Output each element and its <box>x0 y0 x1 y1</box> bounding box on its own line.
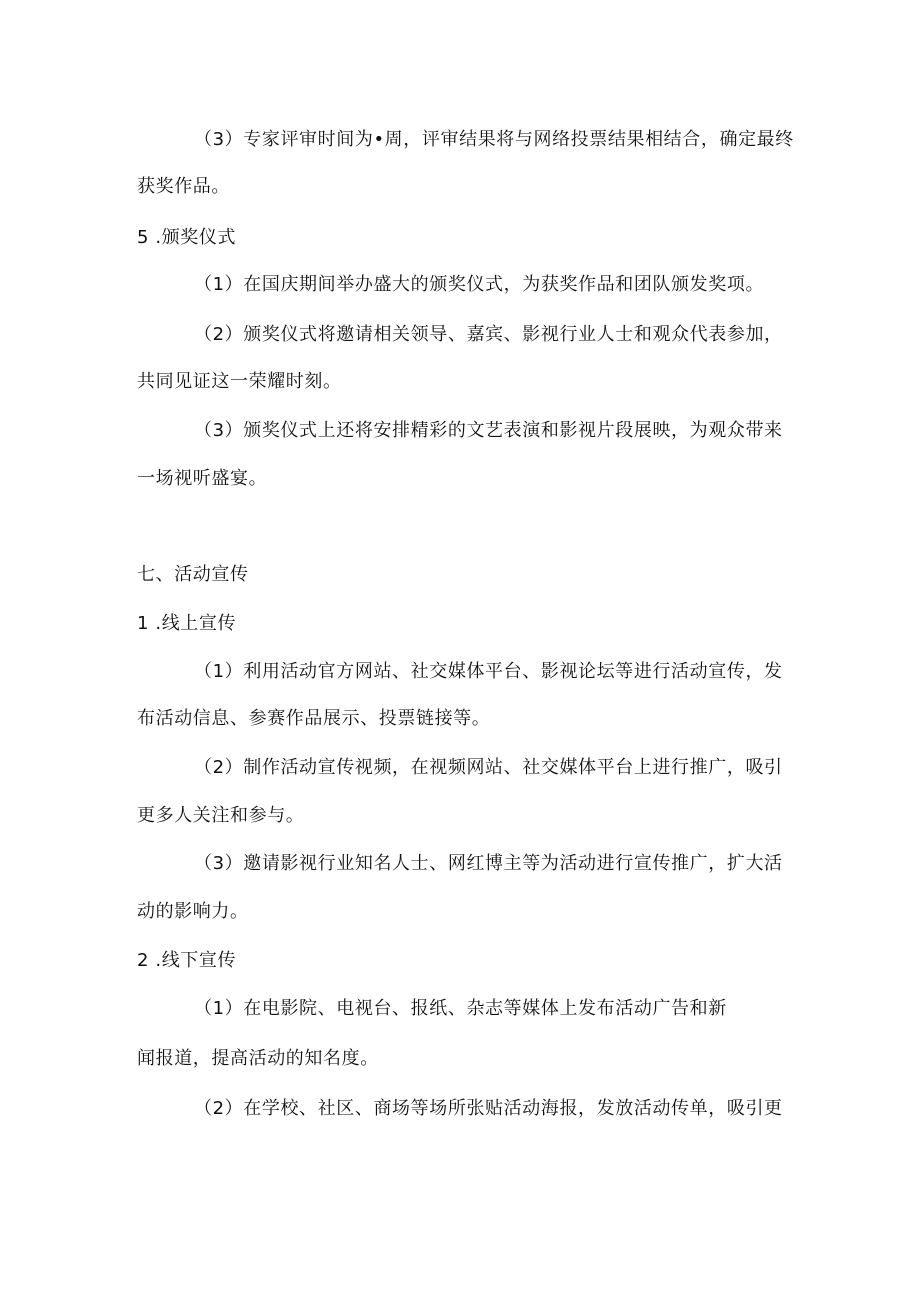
paragraph-online-1-line-2: 布活动信息、参赛作品展示、投票链接等。 <box>137 708 491 729</box>
paragraph-expert-review-line-1: （3）专家评审时间为•周，评审结果将与网络投票结果相结合，确定最终 <box>194 129 794 150</box>
paragraph-offline-1-line-1: （1）在电影院、电视台、报纸、杂志等媒体上发布活动广告和新 <box>194 998 727 1019</box>
paragraph-ceremony-2-line-2: 共同见证这一荣耀时刻。 <box>137 371 342 392</box>
chapter-heading-promotion: 七、活动宣传 <box>137 564 249 585</box>
paragraph-offline-1-line-2: 闻报道，提高活动的知名度。 <box>137 1048 379 1069</box>
section-heading-online-promotion: 1 .线上宣传 <box>137 613 237 634</box>
paragraph-online-3-line-1: （3）邀请影视行业知名人士、网红博主等为活动进行宣传推广，扩大活 <box>194 853 783 874</box>
paragraph-ceremony-2-line-1: （2）颁奖仪式将邀请相关领导、嘉宾、影视行业人士和观众代表参加， <box>194 324 783 345</box>
section-heading-award-ceremony: 5 .颁奖仪式 <box>137 227 237 248</box>
paragraph-online-1-line-1: （1）利用活动官方网站、社交媒体平台、影视论坛等进行活动宣传，发 <box>194 661 783 682</box>
paragraph-ceremony-3-line-2: 一场视听盛宴。 <box>137 468 268 489</box>
paragraph-expert-review-line-2: 获奖作品。 <box>137 176 230 197</box>
paragraph-online-2-line-2: 更多人关注和参与。 <box>137 805 305 826</box>
paragraph-online-2-line-1: （2）制作活动宣传视频，在视频网站、社交媒体平台上进行推广，吸引 <box>194 757 783 778</box>
paragraph-offline-2-line-1: （2）在学校、社区、商场等场所张贴活动海报，发放活动传单，吸引更 <box>194 1098 783 1119</box>
paragraph-ceremony-3-line-1: （3）颁奖仪式上还将安排精彩的文艺表演和影视片段展映，为观众带来 <box>194 420 783 441</box>
paragraph-online-3-line-2: 动的影响力。 <box>137 901 249 922</box>
section-heading-offline-promotion: 2 .线下宣传 <box>137 950 237 971</box>
paragraph-ceremony-1-line-1: （1）在国庆期间举办盛大的颁奖仪式，为获奖作品和团队颁发奖项。 <box>194 274 765 295</box>
